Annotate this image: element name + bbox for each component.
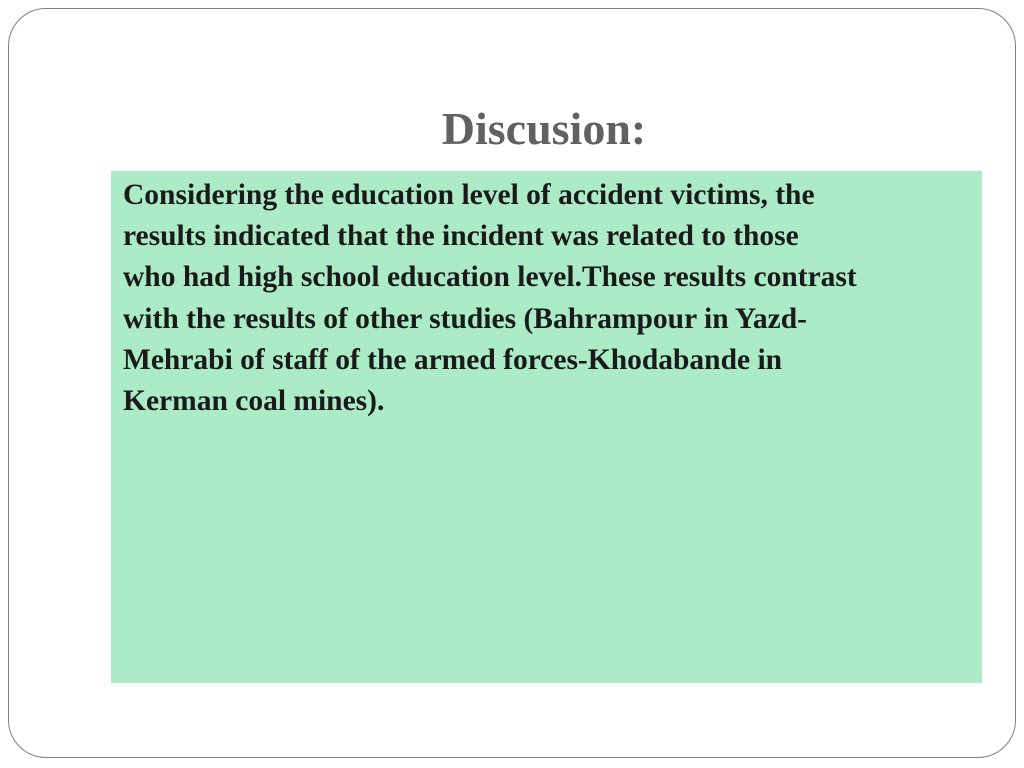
content-box bbox=[111, 171, 982, 683]
slide-title: Discusion: bbox=[441, 103, 647, 154]
body-paragraph: Considering the education level of accident victims, the results indicated that the incident was related to those who had high school education level.These results contrast with the results of other studies (Bahrampour in Yazd- Mehrabi of staff of the armed forces-Khodabande in Kerman coal mines). bbox=[123, 179, 857, 418]
slide-frame bbox=[8, 8, 1016, 758]
